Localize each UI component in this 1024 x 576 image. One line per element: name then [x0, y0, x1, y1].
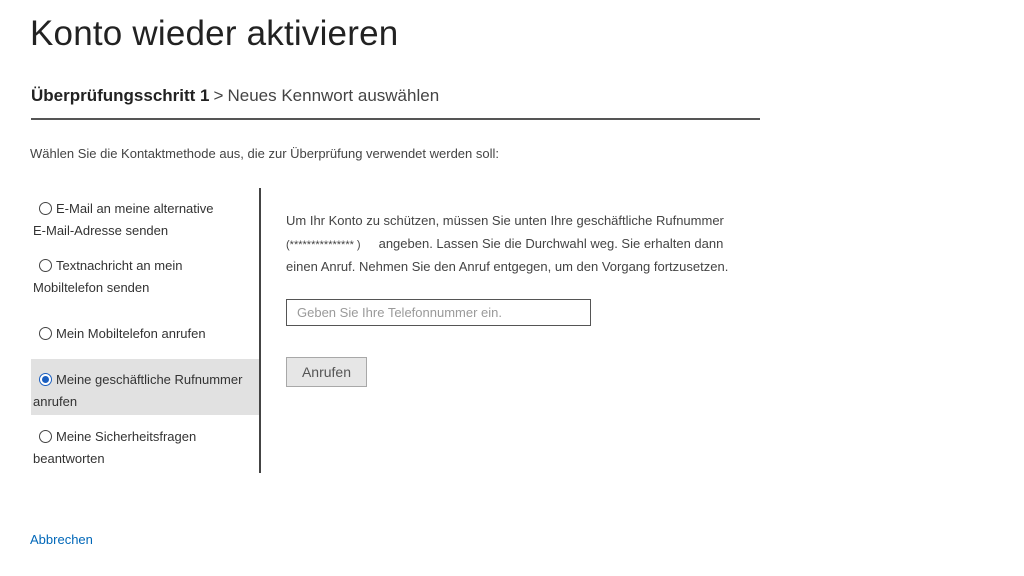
call-button[interactable]: Anrufen [286, 357, 367, 387]
option-call-business-phone[interactable] [31, 359, 259, 415]
option-call-mobile[interactable] [31, 323, 259, 345]
contact-method-list [31, 188, 261, 473]
radio-unchecked-icon[interactable] [39, 202, 52, 215]
option-text-message[interactable] [31, 255, 259, 299]
explanation-text-2: angeben. Lassen Sie die Durchwahl weg. Sie erhalten dann [378, 235, 724, 251]
option-label: beantworten [33, 451, 105, 466]
step-breadcrumb [31, 86, 760, 120]
option-label: E-Mail-Adresse senden [33, 223, 169, 238]
option-label: Mobiltelefon senden [33, 280, 150, 295]
option-label: Meine geschäftliche Rufnummer [56, 372, 243, 387]
page-title: Konto wieder aktivieren [30, 14, 399, 53]
radio-unchecked-icon[interactable] [39, 259, 52, 272]
option-security-questions[interactable] [31, 426, 259, 470]
masked-phone-number: (*************** ) [286, 238, 361, 251]
radio-unchecked-icon[interactable] [39, 430, 52, 443]
phone-number-input[interactable] [286, 299, 591, 326]
instructions-text: Wählen Sie die Kontaktmethode aus, die zur Überprüfung verwendet werden soll: [30, 146, 499, 161]
option-label: Mein Mobiltelefon anrufen [56, 326, 206, 341]
option-alternate-email[interactable] [31, 198, 259, 242]
explanation-text-3: einen Anruf. Nehmen Sie den Anruf entgegen, um den Vorgang fortzusetzen. [286, 259, 729, 274]
step-current: Überprüfungsschritt 1 [31, 86, 210, 105]
radio-unchecked-icon[interactable] [39, 327, 52, 340]
option-label: Textnachricht an mein [56, 258, 183, 273]
verification-explanation [286, 210, 766, 279]
cancel-link[interactable]: Abbrechen [30, 532, 93, 547]
step-next: Neues Kennwort auswählen [227, 86, 440, 105]
explanation-text-1: Um Ihr Konto zu schützen, müssen Sie unten Ihre geschäftliche Rufnummer [286, 213, 724, 228]
option-label: Meine Sicherheitsfragen [56, 429, 197, 444]
option-label: anrufen [33, 394, 78, 409]
radio-checked-icon[interactable] [39, 373, 52, 386]
option-label: E-Mail an meine alternative [56, 201, 214, 216]
step-separator: > [213, 86, 224, 105]
